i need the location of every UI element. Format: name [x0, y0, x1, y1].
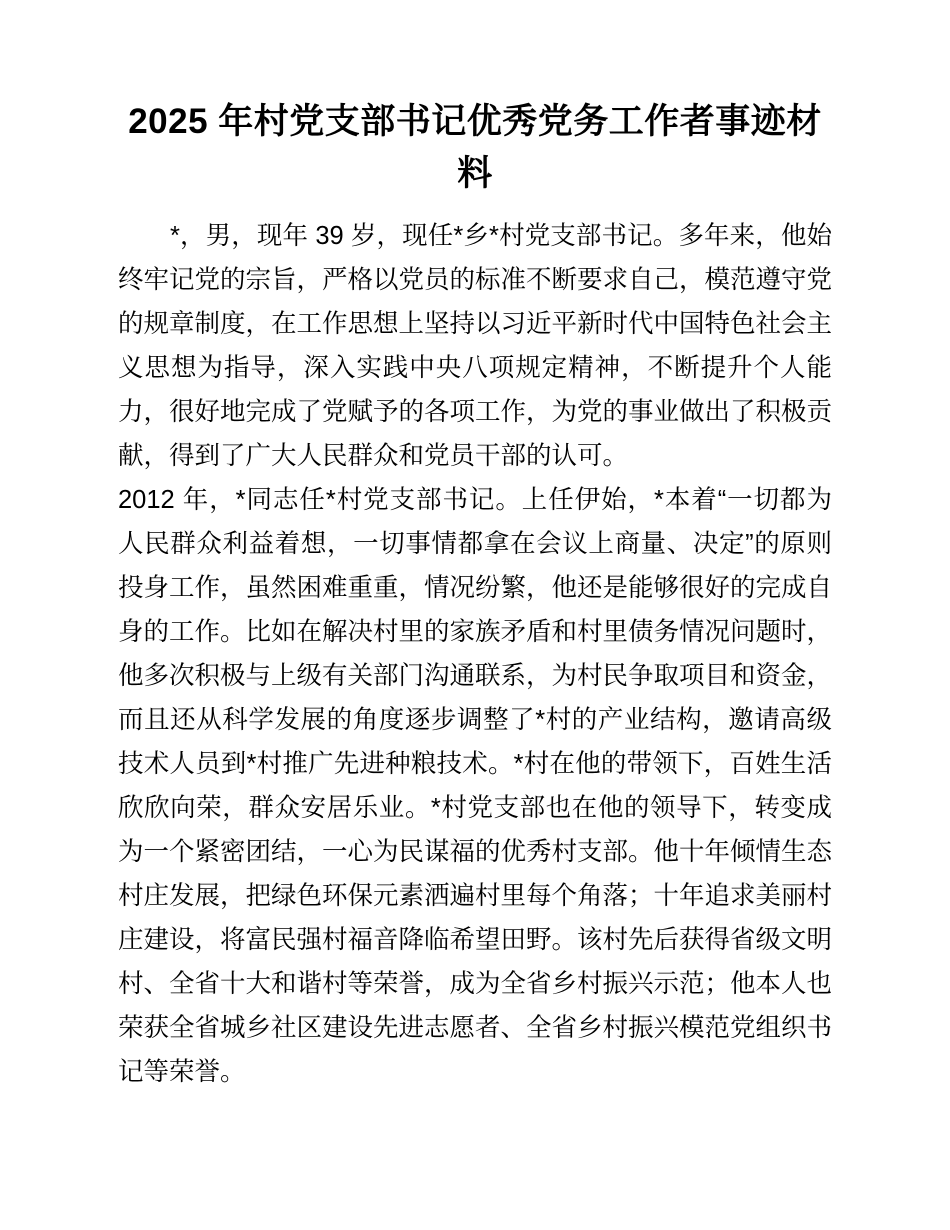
- paragraph-1: *，男，现年 39 岁，现任*乡*村党支部书记。多年来，他始终牢记党的宗旨，严格以党员的标准不断要求自己，模范遵守党的规章制度，在工作思想上坚持以习近平新时代中国特色社会主义思想为指导，深入实践中央八项规定精神，不断提升个人能力，很好地完成了党赋予的各项工作，为党的事业做出了积极贡献，得到了广大人民群众和党员干部的认可。: [118, 222, 833, 470]
- page-title: 2025 年村党支部书记优秀党务工作者事迹材料: [128, 102, 822, 193]
- paragraph-2: 2012 年，*同志任*村党支部书记。上任伊始，*本着“一切都为人民群众利益着想，一切事情都拿在会议上商量、决定”的原则投身工作，虽然困难重重，情况纷繁，他还是能够很好的完成自身的工作。比如在解决村里的家族矛盾和村里债务情况问题时，他多次积极与上级有关部门沟通联系，为村民争取项目和资金，而且还从科学发展的角度逐步调整了*村的产业结构，邀请高级技术人员到*村推广先进种粮技术。*村在他的带领下，百姓生活欣欣向荣，群众安居乐业。*村党支部也在他的领导下，转变成为一个紧密团结，一心为民谋福的优秀村支部。他十年倾情生态村庄发展，把绿色环保元素洒遍村里每个角落；十年追求美丽村庄建设，将富民强村福音降临希望田野。该村先后获得省级文明村、全省十大和谐村等荣誉，成为全省乡村振兴示范；他本人也荣获全省城乡社区建设先进志愿者、全省乡村振兴模范党组织书记等荣誉。: [118, 486, 833, 1086]
- document-body: [118, 214, 832, 1094]
